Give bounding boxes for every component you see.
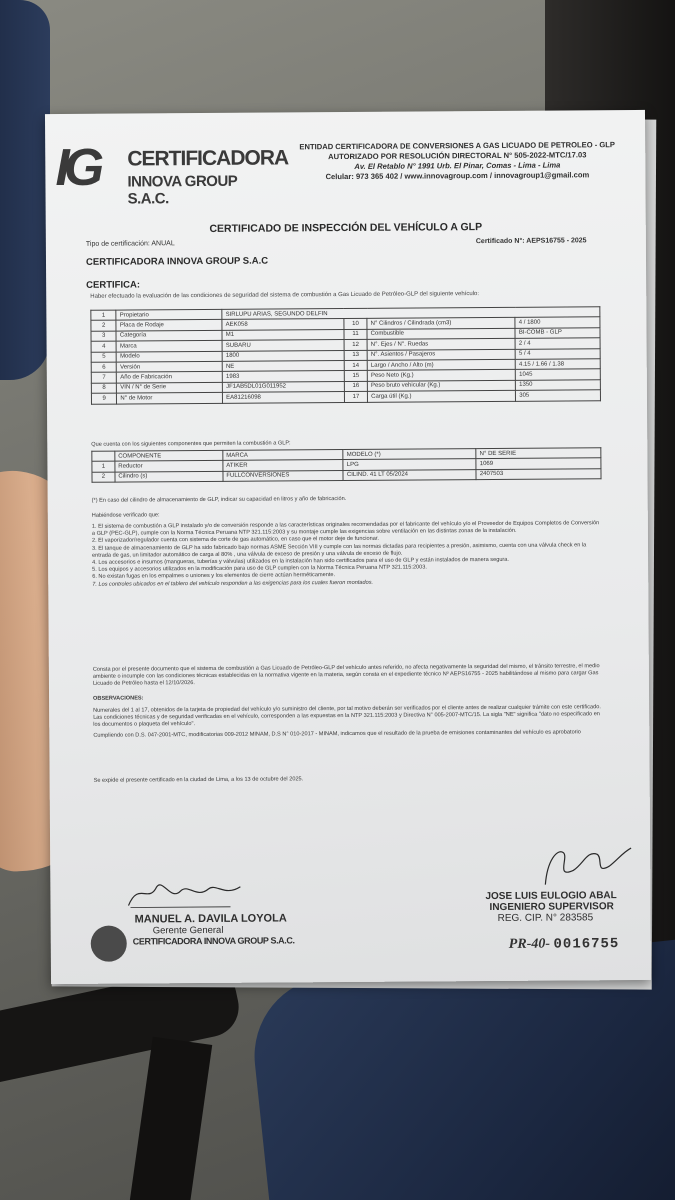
table-cell: N°. Ejes / N°. Ruedas: [367, 338, 515, 349]
table-cell: Modelo: [117, 351, 223, 362]
right-signer-reg: REG. CIP. N° 283585: [497, 912, 594, 924]
contact: Celular: 973 365 402 / www.innovagroup.com / innovagroup1@gmail.com: [325, 170, 590, 182]
company-logo: [55, 135, 289, 208]
table-cell: Año de Fabricación: [117, 372, 223, 383]
stamp-seal: [91, 926, 127, 962]
signature-right: [485, 840, 646, 924]
intro-text: Haber efectuado la evaluación de las condiciones de seguridad del sistema de combustión a Gas Licuado de Petróleo-GLP del siguiente vehículo:: [90, 291, 480, 300]
table-cell: M1: [222, 329, 344, 340]
table-cell: Carga útil (Kg.): [368, 390, 516, 401]
table-cell: SUBARU: [222, 340, 344, 351]
table-cell: 14: [344, 360, 367, 371]
check-item: 1. El sistema de combustión a GLP instalado y/o de conversión responde a las características originales recomendadas por el fabricante del vehículo y/o el Proveedor de Equipos Completos de Conversión a GLP (PEC-GLP), cumple con la Norma Técnica Peruana NTP 321.115:2003 y su montaje cumple las exigencias sobre ventilación en las distintas zonas de la instalación.: [91, 520, 600, 537]
serial-digits: 0016755: [553, 936, 620, 953]
table-cell: N° Cilindros / Cilindrada (cm3): [367, 318, 515, 329]
table-cell: N°. Asientos / Pasajeros: [367, 349, 515, 360]
table-cell: 2 / 4: [515, 338, 600, 349]
table-cell: 8: [91, 383, 116, 394]
conclusion: Consta por el presente documento que el sistema de combustión a Gas Licuado de Petróleo-GLP del vehículo antes referido, no afecta negativamente la seguridad del mismo, el tránsito terrestre, el medio ambiente o incumple con las condiciones técnicas establecidas en la normativa vigente en la materia, según consta en el expediente técnico Nº AEPS16755 - 2025 habilitándose al mismo para cargar Gas Licuado de Petróleo hasta el 12/10/2026.: [92, 663, 600, 688]
table-cell: 7: [91, 372, 116, 383]
table-cell: 2: [92, 472, 115, 483]
right-signer-role: INGENIERO SUPERVISOR: [489, 901, 614, 914]
table-cell: Categoría: [116, 330, 222, 341]
table-cell: 4.15 / 1.66 / 1.38: [515, 359, 600, 370]
table-cell: LPG: [343, 459, 476, 470]
table-cell: Cilindro (s): [115, 471, 223, 482]
left-signer-role: Gerente General: [152, 924, 224, 937]
table-cell: CILIND. 41 LT 05/2024: [343, 469, 476, 480]
table-cell: Marca: [116, 341, 222, 352]
entity-line1: ENTIDAD CERTIFICADORA DE CONVERSIONES A GAS LICUADO DE PETROLEO - GLP: [299, 140, 616, 152]
signature-scribble-right: [485, 840, 635, 891]
table-cell: 1: [91, 310, 116, 321]
serial-number: [509, 936, 620, 953]
table-cell: 13: [344, 350, 367, 361]
table-cell: Combustible: [367, 328, 515, 339]
signature-left: [90, 872, 331, 947]
observations-text: Numerales del 1 al 17, obtenidos de la tarjeta de propiedad del vehículo y/o suministro del cliente, por tal motivo deberán ser verificados por el cliente antes de realizar cualquier trámite con este certificado. Las condiciones técnicas y de seguridad verificadas en el vehículo, corresponden a las expuestas en la NTP 321.115:2003 y Directiva N° 005-2007-MTC/15. La sigla "NE" significa "dato no especificado en los documentos o plaqueta del vehículo".: [93, 704, 601, 729]
table-cell: Propietario: [116, 309, 222, 320]
address: Av. El Retablo N° 1991 Urb. El Pinar, Comas - Lima - Lima: [354, 160, 561, 171]
table-cell: Largo / Ancho / Alto (m): [367, 359, 515, 370]
check-item: 6. No existan fugas en los empalmes o uniones y los elementos de cierre actúan herméticamente.: [92, 572, 336, 581]
entity-line2: AUTORIZADO POR RESOLUCIÓN DIRECTORAL N° 505-2022-MTC/17.03: [328, 150, 587, 162]
table-cell: Peso Neto (Kg.): [367, 370, 515, 381]
table-cell: JF1AB5DL01G011952: [223, 381, 345, 392]
cert-type: Tipo de certificación: ANUAL: [85, 240, 175, 248]
table-cell: 16: [344, 381, 367, 392]
table-cell: 305: [516, 390, 601, 401]
table-cell: AEK058: [222, 319, 344, 330]
organization-name: CERTIFICADORA INNOVA GROUP S.A.C: [85, 255, 269, 268]
table-row: [91, 390, 600, 404]
table-cell: Reductor: [115, 461, 223, 472]
table-row: [92, 469, 601, 483]
emissions-text: Cumpliendo con D.S. 047-2001-MTC, modificatorias 009-2012 MINAM, D.S N° 010-2017 - MINAM, indicamos que el resultado de la prueba de emisiones contaminantes del vehículo es aprobatorio: [93, 729, 581, 739]
table-cell: 17: [344, 391, 367, 402]
check-item: 2. El vaporizador/regulador cuenta con sistema de corte de gas automático, en caso que el motor deje de funcionar.: [91, 536, 379, 545]
serial-prefix: PR-40-: [508, 936, 551, 952]
column-header: MODELO (*): [343, 449, 476, 460]
table-cell: 2407503: [476, 469, 601, 480]
table-cell: 6: [91, 362, 116, 373]
document-title: CERTIFICADO DE INSPECCIÓN DEL VEHÍCULO A GLP: [209, 221, 483, 235]
table-cell: 1800: [222, 350, 344, 361]
components-intro: Que cuenta con los siguientes componentes que permiten la combustión a GLP:: [91, 440, 291, 448]
right-signer-name: JOSE LUIS EULOGIO ABAL: [485, 890, 617, 903]
certificate-document: [45, 110, 651, 984]
table-cell: 15: [344, 371, 367, 382]
left-signer-company: CERTIFICADORA INNOVA GROUP S.A.C.: [132, 935, 295, 947]
table-cell: 2: [91, 321, 116, 332]
table-cell: 10: [344, 319, 367, 330]
check-item: 3. El tanque de almacenamiento de GLP ha sido fabricado bajo normas ASME Sección VIII y cumple con las normas dictadas para recipientes a presión, asimismo, cuenta con una válvula check en la entrada de gas, un limitador automático de carga al 80% , una válvula de exceso de presión y una válvula de exceso de flujo.: [91, 541, 587, 559]
table-cell: 5 / 4: [515, 348, 600, 359]
table-cell: 1: [92, 462, 115, 473]
table-cell: VIN / N° de Serie: [117, 382, 223, 393]
table-cell: 1045: [516, 369, 601, 380]
sleeve: [0, 0, 50, 380]
cert-number: Certificado N°: AEPS16755 - 2025: [475, 237, 587, 246]
left-signer-name: MANUEL A. DAVILA LOYOLA: [134, 912, 287, 926]
observations-title: OBSERVACIONES:: [93, 695, 144, 702]
column-header: COMPONENTE: [115, 450, 223, 461]
table-cell: ATIKER: [223, 460, 344, 471]
table-cell: 1069: [476, 458, 601, 469]
table-cell: Peso bruto vehicular (Kg.): [367, 380, 515, 391]
logo-ig-mark: IG: [55, 138, 99, 198]
column-header: N° DE SERIE: [476, 448, 601, 459]
table-cell: BI-COMB - GLP: [515, 328, 600, 339]
verified-heading: Habiéndose verificado que:: [91, 512, 160, 519]
table-cell: 1350: [516, 379, 601, 390]
footnote: (*) En caso del cilindro de almacenamiento de GLP, indicar su capacidad en litros y año de fabricación.: [91, 496, 347, 504]
table-cell: 11: [344, 329, 367, 340]
table-cell: FULLCONVERSIONES: [223, 470, 344, 481]
table-cell: 1983: [222, 371, 344, 382]
column-header: MARCA: [223, 450, 344, 461]
table-cell: NE: [222, 360, 344, 371]
table-cell: 4 / 1800: [515, 317, 600, 328]
checks-list: [92, 520, 602, 588]
components-table: [91, 447, 601, 483]
issued-text: Se expide el presente certificado en la ciudad de Lima, a los 13 de octubre del 2025.: [93, 776, 304, 784]
column-header: [92, 451, 115, 462]
table-cell: 3: [91, 331, 116, 342]
signature-scribble-left: [90, 873, 250, 914]
table-cell: 12: [344, 340, 367, 351]
logo-line1: CERTIFICADORA: [127, 146, 289, 171]
table-cell: N° de Motor: [117, 392, 223, 403]
table-cell: EA81216098: [223, 392, 345, 403]
vehicle-table: [90, 306, 601, 404]
table-cell: 4: [91, 341, 116, 352]
table-cell: 9: [91, 393, 116, 404]
header-info: [277, 140, 637, 183]
table-cell: SIRLUPU ARIAS, SEGUNDO DELFIN: [222, 307, 600, 320]
check-item: 7. Los controles ubicados en el tablero del vehículo responden a las exigencias para los cuales fueron montados.: [92, 579, 374, 588]
table-cell: Placa de Rodaje: [116, 320, 222, 331]
check-item: 4. Los accesorios e insumos (mangueras, tuberías y válvulas) utilizados en la instalación han sido certificados para el uso de GLP y están instalados de manera segura.: [92, 556, 509, 566]
check-item: 5. Los equipos y accesorios utilizados en la modificación para uso de GLP cumplen con la Norma Técnica Peruana NTP 321.115:2003.: [92, 564, 427, 574]
logo-line2: INNOVA GROUP S.A.C.: [127, 172, 238, 208]
table-cell: 5: [91, 352, 116, 363]
certifica-heading: CERTIFICA:: [86, 279, 141, 291]
table-cell: Versión: [117, 361, 223, 372]
